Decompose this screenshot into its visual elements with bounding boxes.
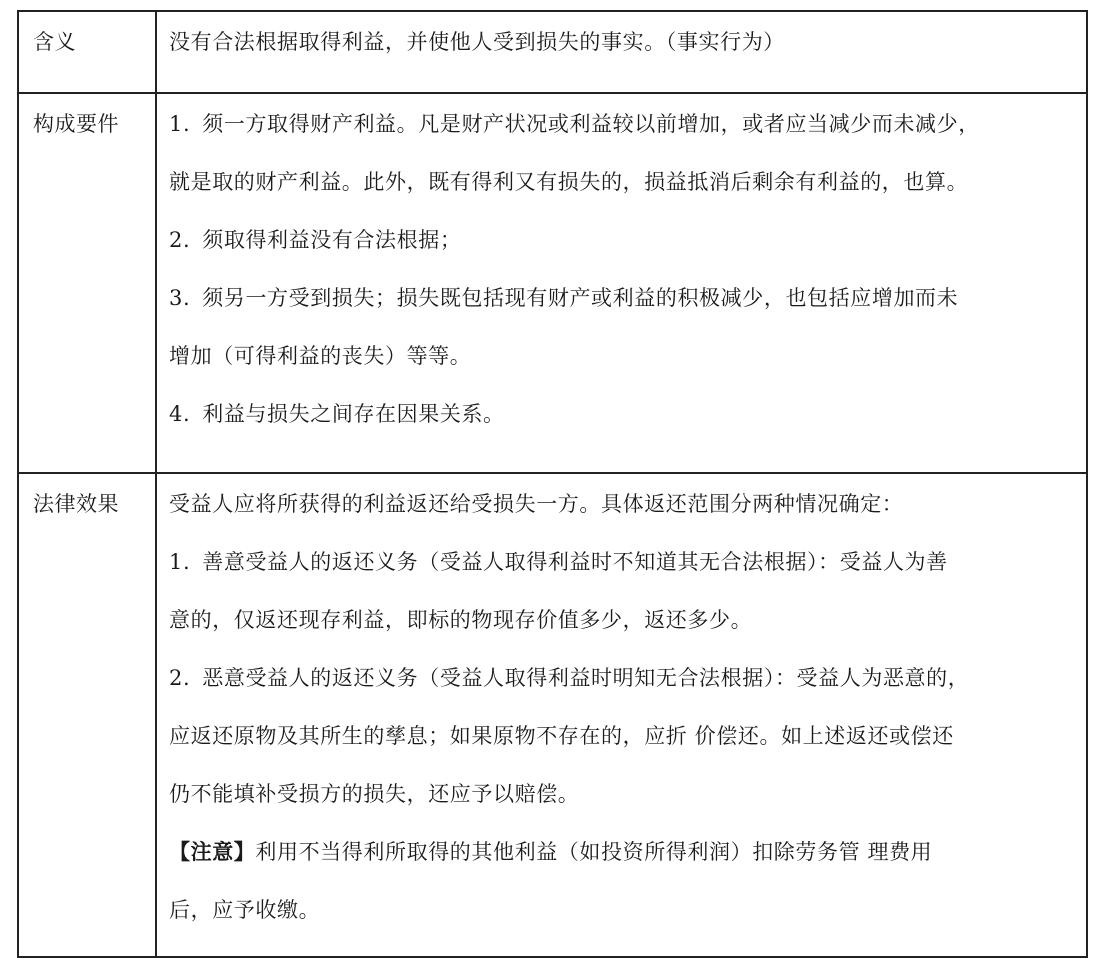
element-num: 4. (169, 402, 191, 426)
note-line: 利用不当得利所取得的其他利益（如投资所得利润）扣除劳务管 理费用 (255, 840, 933, 864)
legal-effect-cell (156, 473, 1087, 957)
row-label-elements: 构成要件 (18, 93, 156, 473)
effect-line: 善意受益人的返还义务（受益人取得利益时不知道其无合法根据）：受益人为善 (202, 550, 948, 574)
effect-num: 2. (169, 666, 191, 690)
definition-text: 没有合法根据取得利益，并使他人受到损失的事实。（事实行为） (169, 30, 785, 54)
element-line: 须取得利益没有合法根据； (202, 228, 462, 252)
element-num: 2. (169, 228, 191, 252)
element-item-4 (169, 400, 1078, 428)
effect-line: 恶意受益人的返还义务（受益人取得利益时明知无合法根据）：受益人为恶意的， (202, 666, 970, 690)
element-line: 须一方取得财产利益。凡是财产状况或利益较以前增加，或者应当减少而未减少， (202, 112, 980, 136)
table-row (18, 473, 1087, 957)
element-item-2 (169, 226, 1078, 254)
note-label: 【注意】 (169, 839, 256, 864)
effect-intro: 受益人应将所获得的利益返还给受损失一方。具体返还范围分两种情况确定： (169, 492, 904, 516)
definition-cell (156, 11, 1087, 93)
effect-item-1 (169, 548, 1078, 634)
element-line: 须另一方受到损失；损失既包括现有财产或利益的积极减少，也包括应增加而未 (202, 286, 959, 310)
effect-line: 应返还原物及其所生的孳息；如果原物不存在的，应折 价偿还。如上述返还或偿还 (169, 724, 954, 748)
row-label-definition: 含义 (18, 11, 156, 93)
table-row (18, 93, 1087, 473)
note-line: 后，应予收缴。 (169, 898, 321, 922)
elements-cell (156, 93, 1087, 473)
element-item-3 (169, 284, 1078, 370)
element-line: 利益与损失之间存在因果关系。 (202, 402, 505, 426)
table-row (18, 11, 1087, 93)
effect-item-2 (169, 664, 1078, 808)
unjust-enrichment-table (17, 10, 1088, 958)
element-line: 就是取的财产利益。此外，既有得利又有损失的，损益抵消后剩余有利益的，也算。 (169, 170, 969, 194)
row-label-legal-effect: 法律效果 (18, 473, 156, 957)
effect-num: 1. (169, 550, 191, 574)
note-block (169, 838, 1078, 924)
element-line: 增加（可得利益的丧失）等等。 (169, 344, 472, 368)
effect-line: 仍不能填补受损方的损失，还应予以赔偿。 (169, 782, 580, 806)
effect-line: 意的，仅返还现存利益，即标的物现存价值多少，返还多少。 (169, 608, 753, 632)
element-num: 1. (169, 112, 191, 136)
element-item-1 (169, 110, 1078, 196)
element-num: 3. (169, 286, 191, 310)
